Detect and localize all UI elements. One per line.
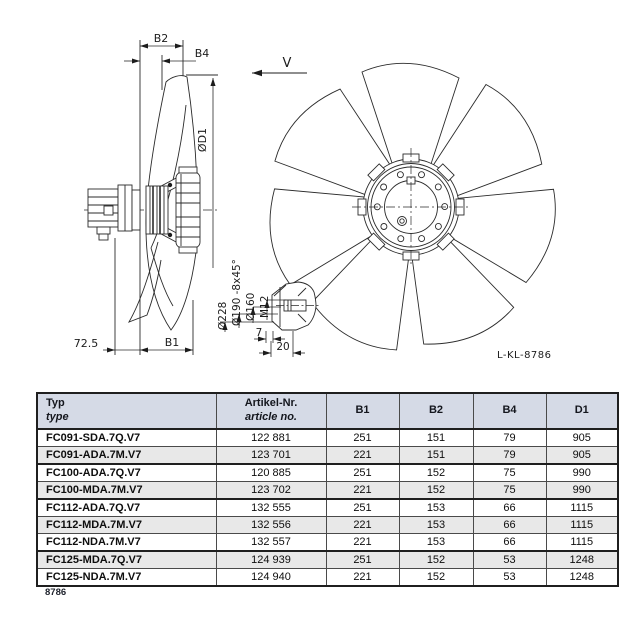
table-row — [37, 464, 618, 482]
header-b4: B4 — [473, 393, 546, 429]
table-row — [37, 482, 618, 500]
cell-b2: 153 — [399, 517, 473, 534]
header-b1: B1 — [326, 393, 399, 429]
cell-article: 120 885 — [216, 464, 326, 482]
header-type — [37, 393, 216, 429]
cell-b1: 251 — [326, 499, 399, 517]
dim-label-dia160: Ø160 — [245, 292, 257, 321]
motor — [88, 185, 140, 240]
spec-table-body — [37, 429, 618, 586]
cell-type: FC100-MDA.7M.V7 — [37, 482, 216, 500]
table-row — [37, 551, 618, 569]
cell-d1: 1248 — [546, 569, 618, 587]
view-arrow-label: V — [282, 56, 292, 71]
header-d1: D1 — [546, 393, 618, 429]
header-type-de: Typ — [46, 397, 65, 410]
cell-d1: 1115 — [546, 517, 618, 534]
dim-label-d1: ØD1 — [196, 127, 209, 153]
cell-d1: 905 — [546, 447, 618, 465]
cell-article: 123 701 — [216, 447, 326, 465]
cell-b2: 152 — [399, 464, 473, 482]
header-article-de: Artikel-Nr. — [244, 397, 298, 410]
table-row — [37, 569, 618, 587]
cell-type: FC112-NDA.7M.V7 — [37, 534, 216, 552]
table-row — [37, 447, 618, 465]
cell-d1: 990 — [546, 482, 618, 500]
cell-b1: 251 — [326, 464, 399, 482]
cell-b4: 79 — [473, 429, 546, 447]
dim-label-b1: B1 — [164, 336, 180, 349]
cell-article: 122 881 — [216, 429, 326, 447]
cell-b1: 251 — [326, 551, 399, 569]
cell-type: FC112-MDA.7M.V7 — [37, 517, 216, 534]
spec-table — [36, 392, 619, 587]
drawing-code: L-KL-8786 — [497, 350, 552, 361]
doc-number: 8786 — [45, 587, 67, 598]
cell-type: FC091-SDA.7Q.V7 — [37, 429, 216, 447]
cell-b1: 221 — [326, 534, 399, 552]
cell-b4: 66 — [473, 499, 546, 517]
cell-b1: 221 — [326, 569, 399, 587]
hub-clamp — [146, 186, 168, 234]
dim-label-20: 20 — [276, 341, 290, 353]
dim-label-dia190: Ø190 -8x45° — [231, 259, 243, 326]
dim-label-72-5: 72.5 — [73, 337, 99, 350]
cell-type: FC125-NDA.7M.V7 — [37, 569, 216, 587]
cell-article: 123 702 — [216, 482, 326, 500]
table-header-row — [37, 393, 618, 429]
cell-article: 124 939 — [216, 551, 326, 569]
cell-b4: 75 — [473, 482, 546, 500]
cell-b2: 152 — [399, 482, 473, 500]
dim-label-m12: M12 — [259, 295, 271, 318]
cell-d1: 1248 — [546, 551, 618, 569]
cell-b2: 151 — [399, 447, 473, 465]
cell-b4: 79 — [473, 447, 546, 465]
cell-b2: 151 — [399, 429, 473, 447]
cell-b4: 66 — [473, 534, 546, 552]
dim-label-b2: B2 — [153, 32, 169, 45]
cell-d1: 1115 — [546, 499, 618, 517]
table-row — [37, 429, 618, 447]
dim-label-dia228: Ø228 — [217, 301, 229, 330]
cell-b2: 153 — [399, 534, 473, 552]
cell-b4: 66 — [473, 517, 546, 534]
cell-b1: 221 — [326, 482, 399, 500]
header-article-en: article no. — [245, 411, 297, 423]
cell-b1: 251 — [326, 429, 399, 447]
cell-b4: 53 — [473, 551, 546, 569]
view-direction-arrow — [252, 56, 307, 73]
dim-label-7: 7 — [255, 327, 263, 339]
cell-d1: 905 — [546, 429, 618, 447]
table-row — [37, 517, 618, 534]
cell-b1: 221 — [326, 447, 399, 465]
hub-ring-side — [176, 167, 200, 253]
cell-type: FC100-ADA.7Q.V7 — [37, 464, 216, 482]
cable-gland — [97, 227, 110, 234]
header-b2: B2 — [399, 393, 473, 429]
cell-d1: 990 — [546, 464, 618, 482]
cell-article: 132 557 — [216, 534, 326, 552]
cell-b1: 221 — [326, 517, 399, 534]
table-row — [37, 499, 618, 517]
cell-type: FC125-MDA.7Q.V7 — [37, 551, 216, 569]
cell-b2: 152 — [399, 569, 473, 587]
header-article — [216, 393, 326, 429]
cell-type: FC091-ADA.7M.V7 — [37, 447, 216, 465]
cell-b2: 153 — [399, 499, 473, 517]
cell-article: 132 555 — [216, 499, 326, 517]
cell-b2: 152 — [399, 551, 473, 569]
spec-table-container — [36, 392, 617, 587]
table-row — [37, 534, 618, 552]
side-view — [84, 40, 218, 355]
header-type-en: type — [46, 411, 69, 423]
cell-b4: 75 — [473, 464, 546, 482]
cell-article: 132 556 — [216, 517, 326, 534]
cell-type: FC112-ADA.7Q.V7 — [37, 499, 216, 517]
dim-label-b4: B4 — [194, 47, 210, 60]
cell-b4: 53 — [473, 569, 546, 587]
cell-d1: 1115 — [546, 534, 618, 552]
cell-article: 124 940 — [216, 569, 326, 587]
